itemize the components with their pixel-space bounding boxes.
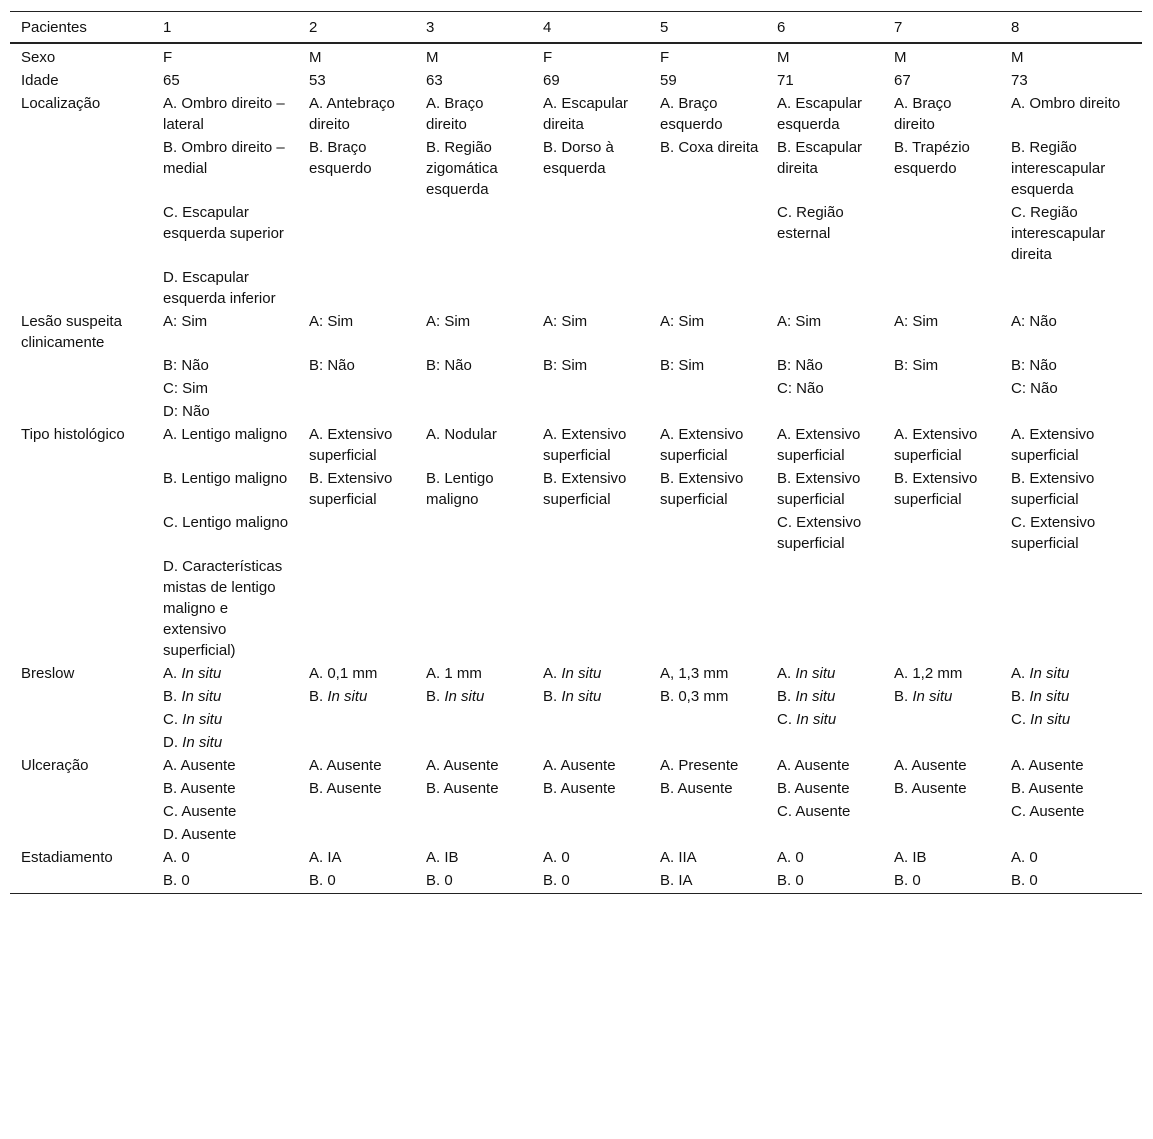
table-cell: B. Ausente xyxy=(543,780,616,797)
row-label-cell: Tipo histológico xyxy=(21,426,125,443)
table-cell xyxy=(1000,732,1142,755)
table-row xyxy=(10,801,1142,824)
table-row xyxy=(10,267,1142,311)
table-cell: A. 1,2 mm xyxy=(894,665,963,682)
table-cell: B. Lentigo maligno xyxy=(426,470,494,508)
table-cell xyxy=(532,824,649,847)
table-row xyxy=(10,93,1142,137)
table-cell: A. Escapular direita xyxy=(543,95,629,133)
table-cell: B. In situ xyxy=(777,688,836,705)
table-cell: M xyxy=(1011,49,1024,66)
header-patient-4: 4 xyxy=(543,18,552,36)
table-cell xyxy=(532,202,649,267)
table-cell: B. In situ xyxy=(894,688,953,705)
table-cell: M xyxy=(426,49,439,66)
table-cell xyxy=(532,512,649,556)
patients-table xyxy=(10,11,1142,894)
table-cell: A. 0 xyxy=(163,849,190,866)
table-cell: A: Sim xyxy=(660,313,705,330)
table-cell: A: Sim xyxy=(426,313,471,330)
table-cell xyxy=(649,512,766,556)
table-cell xyxy=(415,732,532,755)
row-label-cell xyxy=(10,824,152,847)
table-cell: B. In situ xyxy=(1011,688,1070,705)
table-cell xyxy=(649,732,766,755)
table-cell: 63 xyxy=(426,72,443,89)
table-cell: A. Ombro direito – lateral xyxy=(163,95,285,133)
table-cell xyxy=(415,512,532,556)
table-row xyxy=(10,401,1142,424)
table-row xyxy=(10,311,1142,355)
table-cell: A. Ombro direito xyxy=(1011,95,1121,112)
row-label-cell xyxy=(10,778,152,801)
table-cell: A. Extensivo superficial xyxy=(660,426,744,464)
table-cell: 59 xyxy=(660,72,677,89)
table-cell: A. IB xyxy=(894,849,927,866)
table-cell xyxy=(649,378,766,401)
table-row xyxy=(10,732,1142,755)
table-cell: A. IA xyxy=(309,849,342,866)
row-label-cell xyxy=(10,686,152,709)
table-cell xyxy=(298,401,415,424)
table-cell: 73 xyxy=(1011,72,1028,89)
table-row xyxy=(10,824,1142,847)
table-cell: B. Ausente xyxy=(426,780,499,797)
table-cell xyxy=(415,556,532,663)
table-cell: B. Ausente xyxy=(1011,780,1084,797)
table-cell: B: Não xyxy=(309,357,355,374)
table-cell: A. In situ xyxy=(163,665,222,682)
table-cell: A. Braço direito xyxy=(426,95,484,133)
table-cell: A. IB xyxy=(426,849,459,866)
table-cell: D: Não xyxy=(163,403,210,420)
table-cell xyxy=(766,824,883,847)
row-label-cell xyxy=(10,401,152,424)
row-label-cell xyxy=(10,556,152,663)
table-cell xyxy=(649,709,766,732)
table-cell xyxy=(649,202,766,267)
table-cell: A. Braço direito xyxy=(894,95,952,133)
table-cell: B. Escapular direita xyxy=(777,139,863,177)
table-cell: B. Ausente xyxy=(163,780,236,797)
table-cell xyxy=(883,378,1000,401)
table-cell: D. Características mistas de lentigo maligno e extensivo superficial) xyxy=(163,558,283,659)
table-cell xyxy=(415,709,532,732)
table-cell: M xyxy=(777,49,790,66)
table-cell xyxy=(1000,267,1142,311)
table-cell: B. 0 xyxy=(1011,872,1038,889)
table-cell: A. Nodular xyxy=(426,426,497,443)
table-cell xyxy=(415,401,532,424)
table-row xyxy=(10,870,1142,894)
table-cell: B: Não xyxy=(777,357,823,374)
table-cell: D. In situ xyxy=(163,734,223,751)
table-row xyxy=(10,709,1142,732)
table-cell: A. Ausente xyxy=(163,757,236,774)
table-cell xyxy=(766,556,883,663)
table-cell: M xyxy=(894,49,907,66)
table-cell: B. Ausente xyxy=(894,780,967,797)
table-row xyxy=(10,663,1142,686)
table-cell xyxy=(883,824,1000,847)
table-cell xyxy=(883,732,1000,755)
table-cell xyxy=(1000,556,1142,663)
table-cell: B: Não xyxy=(426,357,472,374)
table-cell: A. Ausente xyxy=(894,757,967,774)
table-row xyxy=(10,202,1142,267)
table-cell xyxy=(649,401,766,424)
table-cell: B. 0 xyxy=(163,872,190,889)
table-cell: A: Sim xyxy=(309,313,354,330)
row-label-cell xyxy=(10,137,152,202)
table-cell: M xyxy=(309,49,322,66)
table-cell: C. Região interescapular direita xyxy=(1011,204,1106,263)
header-patient-7: 7 xyxy=(894,18,903,36)
table-cell: A. Extensivo superficial xyxy=(894,426,978,464)
table-cell: A: Sim xyxy=(543,313,588,330)
table-cell xyxy=(298,801,415,824)
table-cell xyxy=(883,709,1000,732)
table-cell: A. 0,1 mm xyxy=(309,665,378,682)
table-cell: 65 xyxy=(163,72,180,89)
table-cell: A. Extensivo superficial xyxy=(309,426,393,464)
table-cell xyxy=(1000,401,1142,424)
table-cell: F xyxy=(660,49,670,66)
table-cell xyxy=(649,267,766,311)
table-row xyxy=(10,778,1142,801)
row-label-cell: Idade xyxy=(21,72,59,89)
table-cell xyxy=(1000,824,1142,847)
table-cell: A. Ausente xyxy=(309,757,382,774)
table-cell: 69 xyxy=(543,72,560,89)
table-cell: B: Não xyxy=(163,357,209,374)
table-cell xyxy=(298,556,415,663)
table-body xyxy=(10,43,1142,894)
table-row xyxy=(10,355,1142,378)
table-cell: B. 0,3 mm xyxy=(660,688,729,705)
table-row xyxy=(10,378,1142,401)
table-cell xyxy=(298,732,415,755)
table-cell: B. 0 xyxy=(309,872,336,889)
table-cell xyxy=(766,732,883,755)
header-patient-5: 5 xyxy=(660,18,669,36)
table-cell: A. Lentigo maligno xyxy=(163,426,288,443)
header-pacientes: Pacientes xyxy=(21,18,87,36)
table-cell xyxy=(532,401,649,424)
table-cell: B. Região interescapular esquerda xyxy=(1011,139,1106,198)
table-cell: B: Sim xyxy=(660,357,705,374)
table-cell: B. Extensivo superficial xyxy=(309,470,393,508)
table-cell xyxy=(415,202,532,267)
table-cell: B. In situ xyxy=(543,688,602,705)
table-row xyxy=(10,556,1142,663)
table-cell: B. Ausente xyxy=(777,780,850,797)
table-cell: A: Não xyxy=(1011,313,1057,330)
table-cell xyxy=(298,202,415,267)
table-cell: A. In situ xyxy=(1011,665,1070,682)
row-label-cell xyxy=(10,801,152,824)
row-label-cell: Lesão suspeita clinicamente xyxy=(21,313,122,351)
table-cell: B. Trapézio esquerdo xyxy=(894,139,970,177)
table-cell: A, 1,3 mm xyxy=(660,665,729,682)
table-cell: A. Extensivo superficial xyxy=(543,426,627,464)
table-cell xyxy=(883,801,1000,824)
table-cell xyxy=(298,824,415,847)
table-cell xyxy=(532,556,649,663)
table-cell xyxy=(766,267,883,311)
row-label-cell: Localização xyxy=(21,95,101,112)
table-cell: C: Não xyxy=(1011,380,1058,397)
table-cell xyxy=(766,401,883,424)
table-cell: B. 0 xyxy=(777,872,804,889)
header-patient-6: 6 xyxy=(777,18,786,36)
header-patient-8: 8 xyxy=(1011,18,1020,36)
table-cell xyxy=(883,267,1000,311)
table-cell: A. Braço esquerdo xyxy=(660,95,723,133)
table-row xyxy=(10,468,1142,512)
table-cell: A. 0 xyxy=(777,849,804,866)
table-cell: B. Extensivo superficial xyxy=(777,470,861,508)
table-cell xyxy=(532,709,649,732)
table-cell: 71 xyxy=(777,72,794,89)
table-cell: B. In situ xyxy=(163,688,222,705)
table-cell: B. Braço esquerdo xyxy=(309,139,372,177)
table-header-row xyxy=(10,12,1142,44)
header-patient-2: 2 xyxy=(309,18,318,36)
row-label-cell xyxy=(10,202,152,267)
table-cell: B: Sim xyxy=(543,357,588,374)
header-patient-1: 1 xyxy=(163,18,172,36)
table-cell xyxy=(649,801,766,824)
table-cell: 53 xyxy=(309,72,326,89)
table-cell: B. Coxa direita xyxy=(660,139,759,156)
table-cell: C. Escapular esquerda superior xyxy=(163,204,284,242)
row-label-cell xyxy=(10,378,152,401)
table-row xyxy=(10,512,1142,556)
table-cell: C. In situ xyxy=(163,711,223,728)
table-cell: A. 1 mm xyxy=(426,665,482,682)
table-cell: B. Ombro direito – medial xyxy=(163,139,285,177)
row-label-cell: Ulceração xyxy=(21,757,89,774)
table-cell: A. Ausente xyxy=(543,757,616,774)
row-label-cell xyxy=(10,512,152,556)
table-cell: B. Extensivo superficial xyxy=(1011,470,1095,508)
table-cell: B. Lentigo maligno xyxy=(163,470,288,487)
table-cell: A. Ausente xyxy=(426,757,499,774)
row-label-cell xyxy=(10,870,152,894)
table-cell: A. 0 xyxy=(1011,849,1038,866)
table-cell: B. IA xyxy=(660,872,693,889)
table-cell: B. Ausente xyxy=(309,780,382,797)
table-cell: D. Escapular esquerda inferior xyxy=(163,269,276,307)
table-cell: C. Lentigo maligno xyxy=(163,514,289,531)
table-cell: C. Extensivo superficial xyxy=(777,514,862,552)
row-label-cell: Sexo xyxy=(21,49,56,66)
table-cell: B. Ausente xyxy=(660,780,733,797)
table-cell: B: Sim xyxy=(894,357,939,374)
table-cell xyxy=(415,824,532,847)
table-cell: B: Não xyxy=(1011,357,1057,374)
table-cell xyxy=(532,732,649,755)
table-cell: 67 xyxy=(894,72,911,89)
table-row xyxy=(10,70,1142,93)
row-label-cell: Estadiamento xyxy=(21,849,113,866)
table-cell: B. Extensivo superficial xyxy=(894,470,978,508)
table-cell: A. Extensivo superficial xyxy=(1011,426,1095,464)
table-cell xyxy=(298,709,415,732)
table-cell: A: Sim xyxy=(163,313,208,330)
table-cell: B. Dorso à esquerda xyxy=(543,139,614,177)
table-cell xyxy=(298,512,415,556)
table-row xyxy=(10,43,1142,70)
table-cell: A. Antebraço direito xyxy=(309,95,395,133)
table-cell: B. 0 xyxy=(426,872,453,889)
table-cell xyxy=(532,378,649,401)
table-cell: A. Ausente xyxy=(777,757,850,774)
table-cell: B. In situ xyxy=(426,688,485,705)
table-cell: A. Ausente xyxy=(1011,757,1084,774)
table-cell xyxy=(883,556,1000,663)
table-cell xyxy=(415,267,532,311)
table-cell: C. Extensivo superficial xyxy=(1011,514,1096,552)
table-cell: A. Escapular esquerda xyxy=(777,95,863,133)
table-cell xyxy=(883,202,1000,267)
table-cell: B. 0 xyxy=(543,872,570,889)
table-cell: B. Extensivo superficial xyxy=(660,470,744,508)
row-label-cell xyxy=(10,732,152,755)
table-cell: A. 0 xyxy=(543,849,570,866)
table-cell: C. Ausente xyxy=(1011,803,1085,820)
table-cell: C. In situ xyxy=(1011,711,1071,728)
table-cell: B. 0 xyxy=(894,872,921,889)
table-cell: B. Extensivo superficial xyxy=(543,470,627,508)
table-cell: C: Sim xyxy=(163,380,208,397)
table-cell: A: Sim xyxy=(894,313,939,330)
patients-table-container xyxy=(10,11,1142,894)
row-label-cell xyxy=(10,267,152,311)
row-label-cell xyxy=(10,468,152,512)
table-cell xyxy=(532,801,649,824)
table-cell xyxy=(883,512,1000,556)
table-cell xyxy=(883,401,1000,424)
table-cell xyxy=(415,378,532,401)
table-cell: C. In situ xyxy=(777,711,837,728)
table-cell: F xyxy=(543,49,553,66)
table-cell: C. Ausente xyxy=(777,803,851,820)
table-cell xyxy=(298,378,415,401)
table-cell: B. In situ xyxy=(309,688,368,705)
table-cell xyxy=(298,267,415,311)
header-patient-3: 3 xyxy=(426,18,435,36)
table-cell: C. Região esternal xyxy=(777,204,844,242)
table-cell: A. In situ xyxy=(777,665,836,682)
table-cell: A: Sim xyxy=(777,313,822,330)
table-cell xyxy=(415,801,532,824)
row-label-cell xyxy=(10,709,152,732)
table-cell xyxy=(649,556,766,663)
table-cell: C: Não xyxy=(777,380,824,397)
table-cell xyxy=(649,824,766,847)
table-cell: D. Ausente xyxy=(163,826,237,843)
table-row xyxy=(10,424,1142,468)
table-cell xyxy=(532,267,649,311)
row-label-cell xyxy=(10,355,152,378)
table-row xyxy=(10,137,1142,202)
table-cell: A. IIA xyxy=(660,849,697,866)
row-label-cell: Breslow xyxy=(21,665,75,682)
table-row xyxy=(10,686,1142,709)
table-cell: A. Presente xyxy=(660,757,739,774)
table-cell: B. Região zigomática esquerda xyxy=(426,139,498,198)
table-cell: A. In situ xyxy=(543,665,602,682)
table-row xyxy=(10,755,1142,778)
table-cell: F xyxy=(163,49,173,66)
table-row xyxy=(10,847,1142,870)
table-cell: A. Extensivo superficial xyxy=(777,426,861,464)
table-cell: C. Ausente xyxy=(163,803,237,820)
